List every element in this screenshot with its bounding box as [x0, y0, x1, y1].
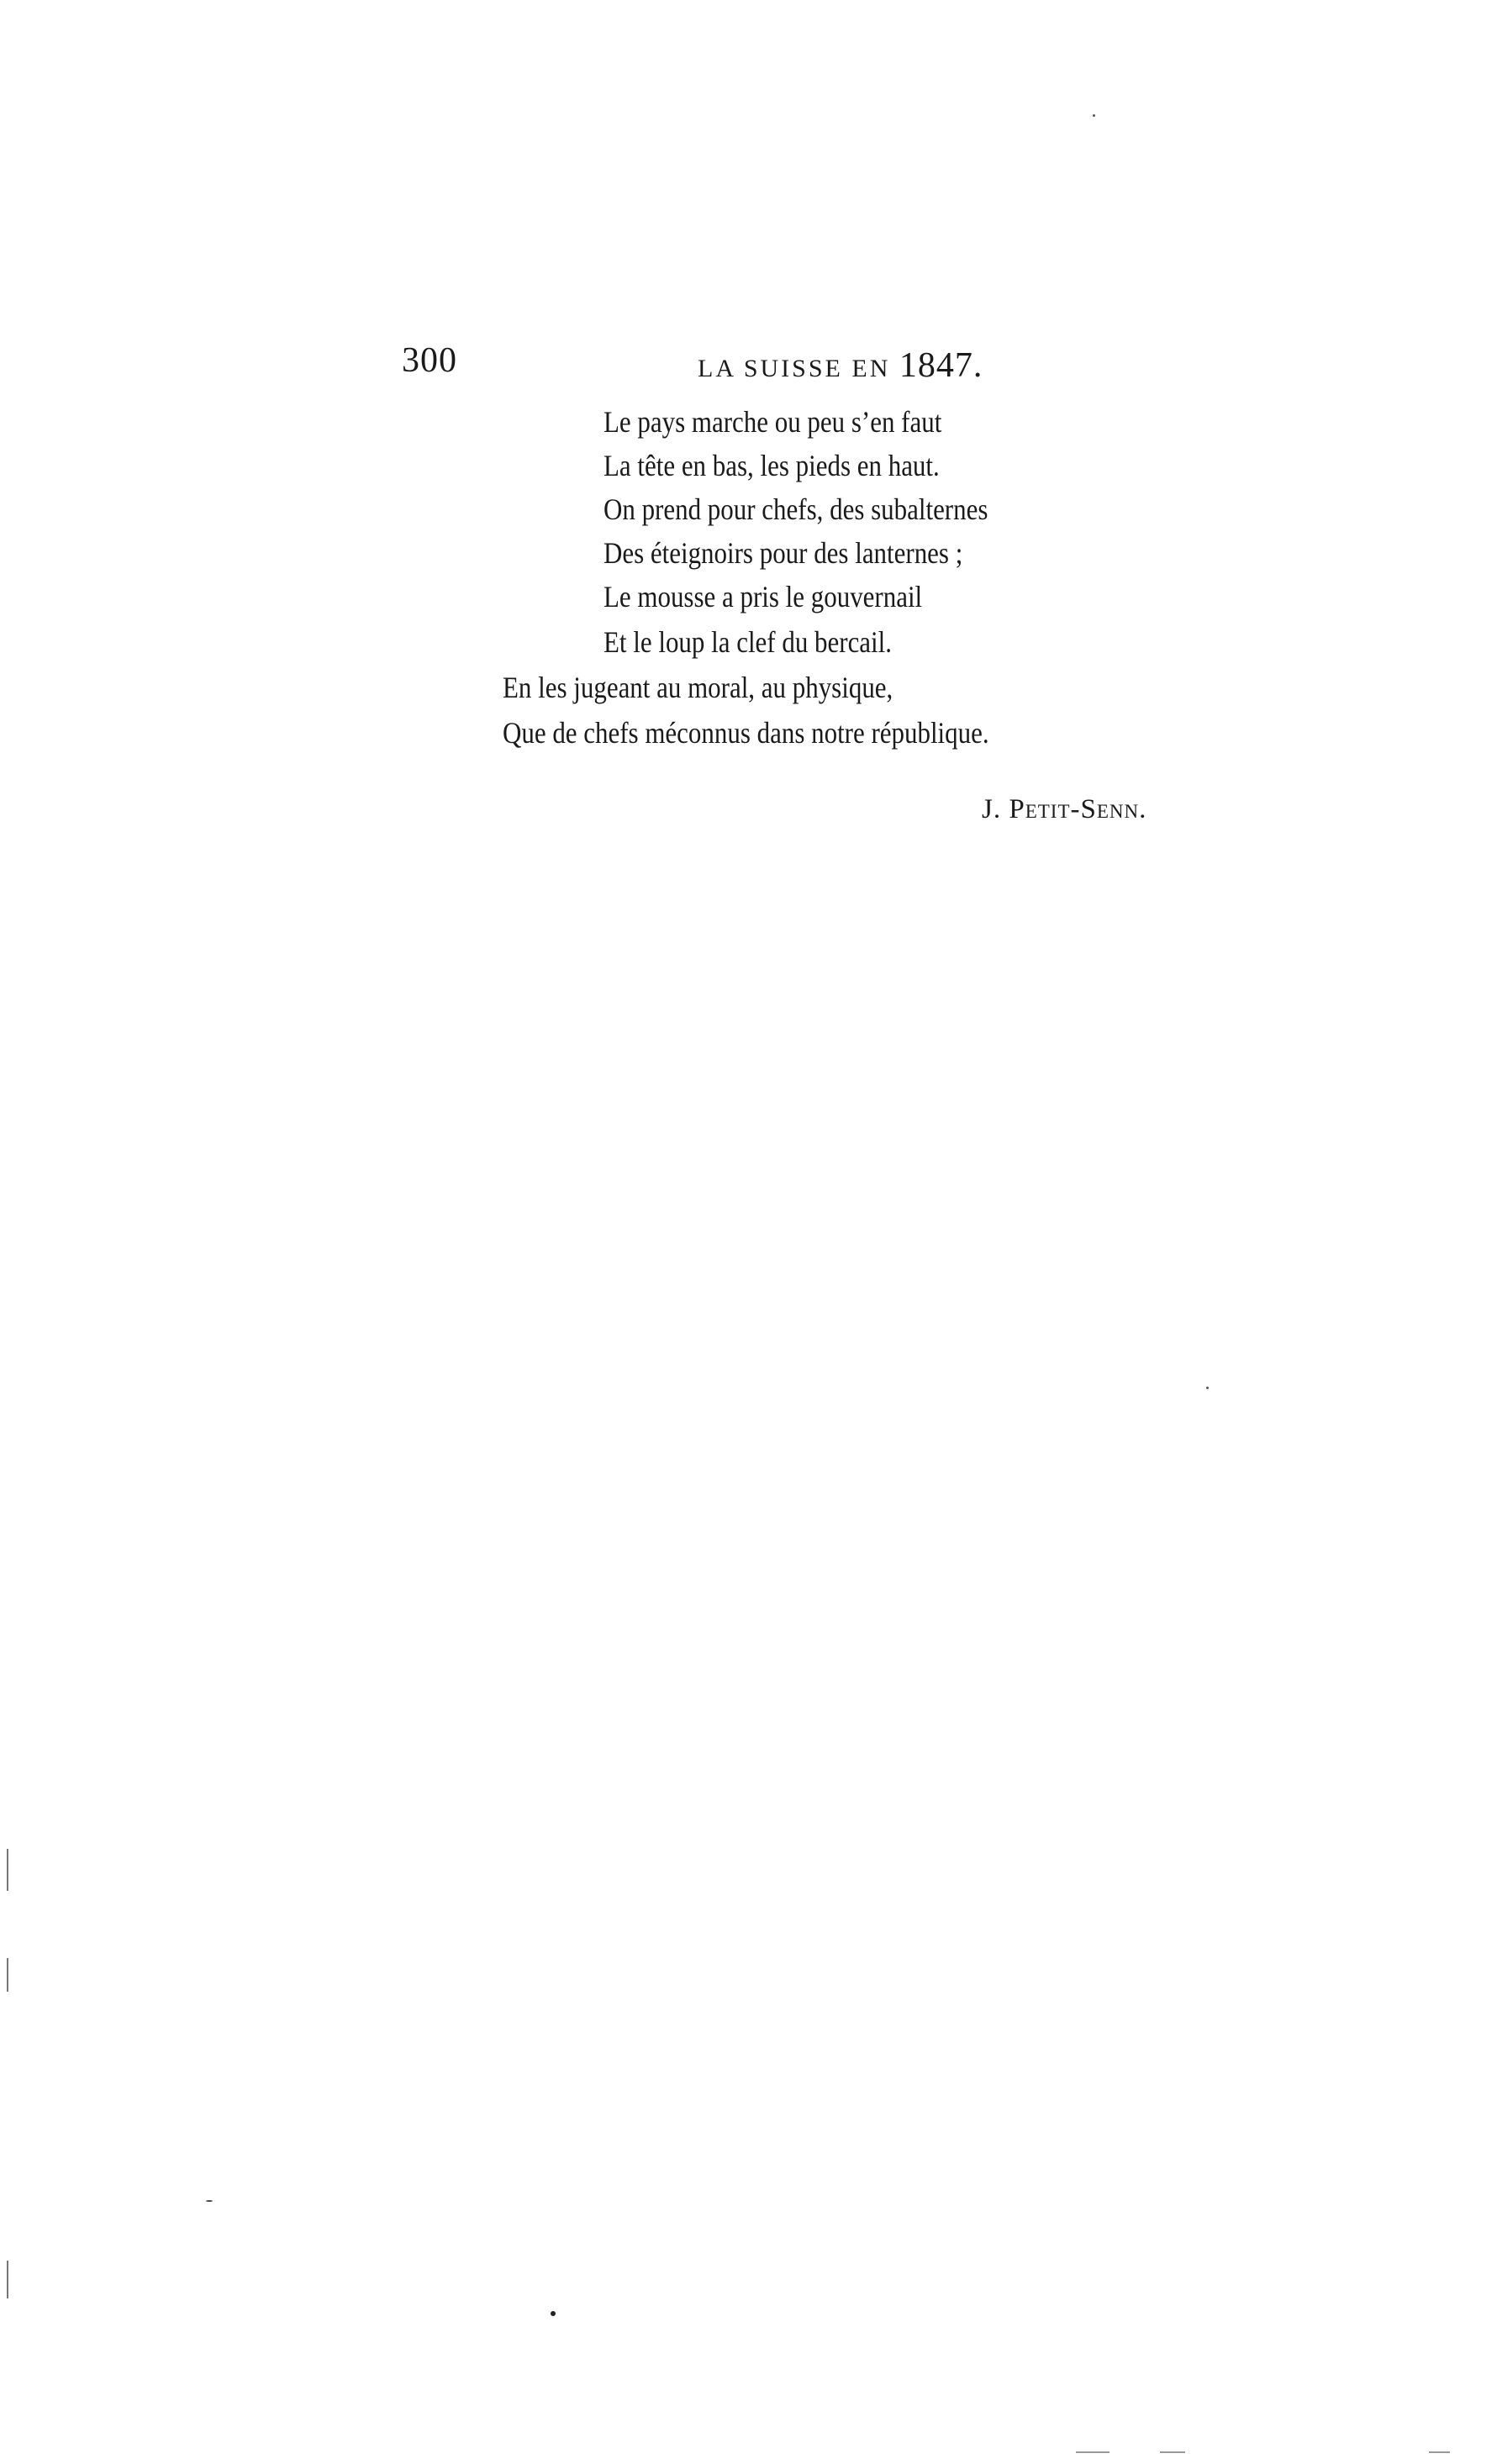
poem-line: Le mousse a pris le gouvernail	[604, 580, 923, 613]
poem-line: Que de chefs méconnus dans notre république.	[503, 716, 989, 750]
running-title-year: 1847.	[899, 346, 983, 385]
scan-speck	[206, 2200, 213, 2202]
poem-line: On prend pour chefs, des subalternes	[604, 492, 988, 526]
scan-edge-mark	[7, 1849, 8, 1891]
scan-edge-mark	[1160, 2451, 1185, 2453]
page-header	[0, 340, 1497, 391]
scan-edge-mark	[1429, 2451, 1450, 2453]
scan-speck	[551, 2311, 556, 2316]
signature: J. Petit-Senn.	[982, 794, 1147, 824]
scan-speck	[1093, 114, 1095, 117]
poem-line: La tête en bas, les pieds en haut.	[604, 449, 940, 482]
poem-line: Des éteignoirs pour des lanternes ;	[604, 536, 963, 570]
scan-speck	[1206, 1387, 1209, 1389]
scan-edge-mark	[7, 1958, 8, 1992]
poem-line: En les jugeant au moral, au physique,	[503, 671, 893, 704]
running-title-text: LA SUISSE EN	[698, 355, 899, 382]
poem-line: Le pays marche ou peu s’en faut	[604, 405, 942, 439]
scan-edge-mark	[7, 2261, 8, 2298]
page-number: 300	[402, 341, 457, 380]
poem-line: Et le loup la clef du bercail.	[604, 625, 893, 659]
scan-edge-mark	[1076, 2451, 1110, 2453]
running-title	[698, 345, 983, 386]
